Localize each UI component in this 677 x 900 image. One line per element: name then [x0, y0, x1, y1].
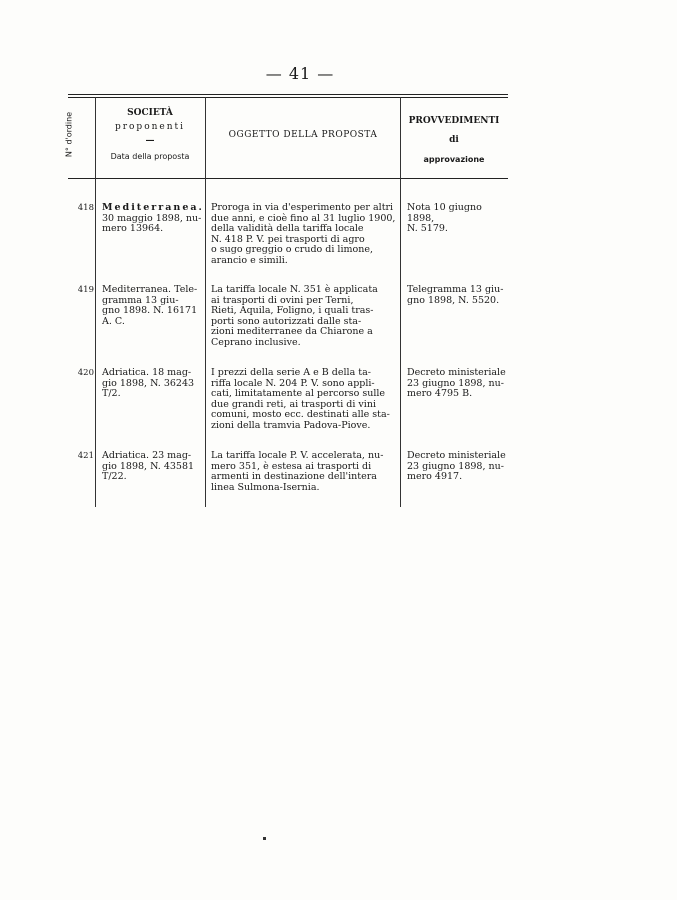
page-number: — 41 —: [265, 64, 335, 83]
provv-line: Telegramma 13 giu-: [407, 284, 504, 295]
oggetto-line: Proroga in via d'esperimento per altri: [211, 202, 394, 213]
provv-line: 23 giugno 1898, nu-: [407, 377, 504, 389]
row-oggetto: [211, 368, 397, 431]
provv-line: Decreto ministeriale: [407, 450, 506, 461]
row-number: 418: [77, 203, 94, 213]
column-divider: [95, 97, 96, 507]
row-provvedimento: [407, 368, 507, 400]
oggetto-line: cati, limitatamente al percorso sulle: [211, 388, 386, 399]
oggetto-line: due anni, e cioè fino al 31 luglio 1900,: [211, 212, 396, 224]
oggetto-line: armenti in destinazione dell'intera: [211, 471, 377, 482]
societa-line: T/2.: [102, 388, 121, 399]
row-provvedimento: [407, 285, 507, 306]
row-number: 419: [77, 285, 94, 295]
row-oggetto: [211, 285, 397, 348]
top-rule: [68, 94, 508, 95]
oggetto-line: o sugo greggio o crudo di limone,: [211, 244, 373, 255]
oggetto-line: I prezzi della serie A e B della ta-: [211, 367, 371, 378]
oggetto-line: linea Sulmona-Isernia.: [211, 481, 320, 493]
header-rule: [68, 178, 508, 179]
societa-line: gno 1898. N. 16171: [102, 305, 198, 316]
column-divider: [205, 97, 206, 507]
oggetto-line: arancio e simili.: [211, 254, 288, 266]
row-oggetto: [211, 203, 397, 266]
provv-line: Nota 10 giugno 1898,: [407, 202, 482, 224]
row-number: 420: [77, 368, 94, 378]
oggetto-line: porti sono autorizzati dalle sta-: [211, 315, 362, 327]
provv-line: N. 5179.: [407, 223, 448, 234]
oggetto-line: zioni mediterranee da Chiarone a: [211, 326, 373, 337]
oggetto-line: della validità della tariffa locale: [211, 223, 364, 234]
header-ordine: N° d'ordine: [64, 111, 74, 158]
header-societa-date: Data della proposta: [110, 152, 190, 161]
societa-line: gramma 13 giu-: [102, 294, 179, 306]
oggetto-line: La tariffa locale N. 351 è applicata: [211, 284, 378, 295]
societa-line: Adriatica. 18 mag-: [102, 367, 192, 378]
top-rule-double: [68, 97, 508, 98]
provv-line: 23 giugno 1898, nu-: [407, 460, 504, 472]
header-oggetto: OGGETTO DELLA PROPOSTA: [228, 130, 378, 140]
header-provv-di: di: [449, 135, 459, 145]
oggetto-line: Rieti, Aquila, Foligno, i quali tras-: [211, 305, 374, 316]
societa-line: A. C.: [102, 315, 125, 327]
oggetto-line: La tariffa locale P. V. accelerata, nu-: [211, 450, 384, 461]
societa-line: mero 13964.: [102, 223, 164, 234]
societa-line: Mediterranea. Tele-: [102, 284, 198, 295]
row-societa: [102, 368, 202, 400]
oggetto-line: due grandi reti, ai trasporti di vini: [211, 398, 376, 410]
societa-line: gio 1898, N. 43581: [102, 460, 195, 472]
row-societa: [102, 451, 202, 483]
scan-speck: [263, 837, 266, 840]
oggetto-line: Ceprano inclusive.: [211, 336, 301, 348]
oggetto-line: riffa locale N. 204 P. V. sono appli-: [211, 377, 375, 389]
oggetto-line: mero 351, è estesa ai trasporti di: [211, 460, 372, 472]
row-provvedimento: [407, 451, 507, 483]
row-oggetto: [211, 451, 397, 493]
header-provv-title: PROVVEDIMENTI: [408, 116, 500, 126]
header-societa-subtitle: proponenti: [114, 122, 186, 132]
row-number: 421: [77, 451, 94, 461]
societa-line: Adriatica. 23 mag-: [102, 450, 192, 461]
societa-line: 30 maggio 1898, nu-: [102, 212, 202, 224]
societa-line: Mediterranea.: [102, 202, 204, 213]
header-provv-approvazione: approvazione: [423, 155, 485, 164]
row-societa: [102, 203, 202, 235]
provv-line: mero 4795 B.: [407, 388, 473, 399]
header-societa-title: SOCIETÀ: [127, 108, 173, 118]
header-societa: [97, 106, 203, 164]
oggetto-line: N. 418 P. V. pei trasporti di agro: [211, 233, 365, 245]
oggetto-line: zioni della tramvia Padova-Piove.: [211, 419, 371, 431]
societa-line: T/22.: [102, 471, 127, 482]
provv-line: Decreto ministeriale: [407, 367, 506, 378]
column-divider: [400, 97, 401, 507]
row-societa: [102, 285, 202, 327]
oggetto-line: ai trasporti di ovini per Terni,: [211, 294, 354, 306]
oggetto-line: comuni, mosto ecc. destinati alle sta-: [211, 409, 390, 420]
provv-line: gno 1898, N. 5520.: [407, 294, 500, 306]
societa-line: gio 1898, N. 36243: [102, 377, 195, 389]
header-societa-dash: —: [145, 136, 155, 146]
header-provvedimenti: [402, 112, 506, 169]
row-provvedimento: [407, 203, 507, 235]
provv-line: mero 4917.: [407, 471, 463, 482]
